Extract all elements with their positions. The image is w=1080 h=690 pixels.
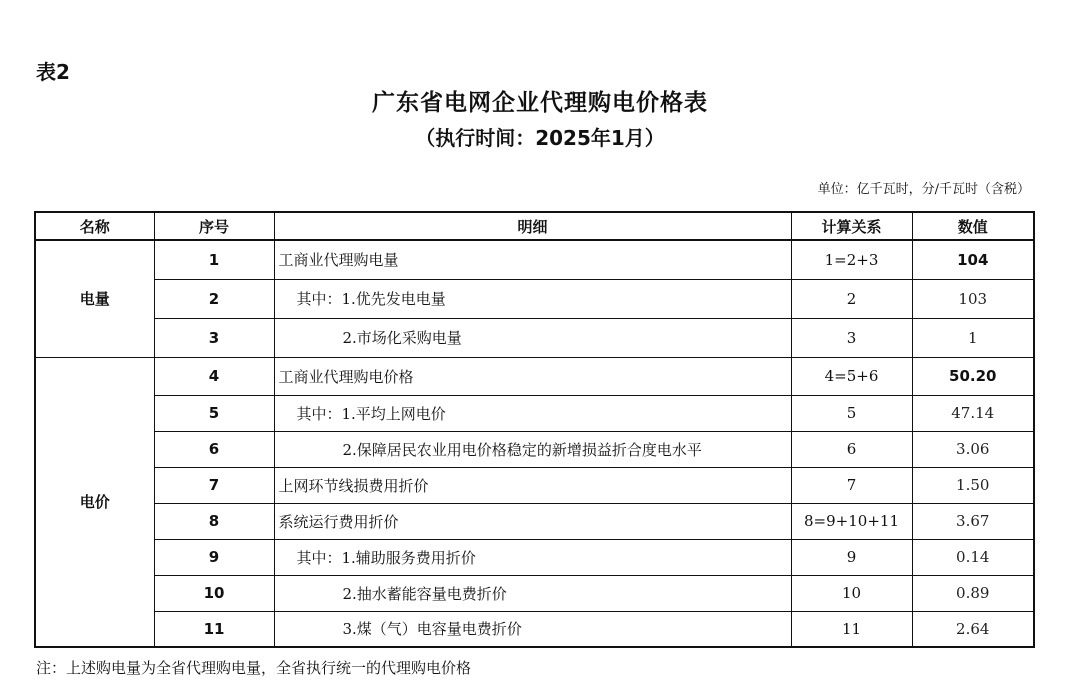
header-relation: 计算关系 <box>791 212 912 240</box>
row-value: 1 <box>912 318 1034 357</box>
row-detail: 其中：1.辅助服务费用折价 <box>274 539 791 575</box>
row-value: 104 <box>912 240 1034 279</box>
row-value: 0.14 <box>912 539 1034 575</box>
row-value: 103 <box>912 279 1034 318</box>
row-detail: 工商业代理购电价格 <box>274 357 791 395</box>
row-seq: 1 <box>154 240 274 279</box>
row-value: 50.20 <box>912 357 1034 395</box>
table-row <box>35 395 1034 431</box>
footnote: 注：上述购电量为全省代理购电量，全省执行统一的代理购电价格 <box>36 659 472 677</box>
row-relation: 2 <box>791 279 912 318</box>
row-seq: 9 <box>154 539 274 575</box>
row-detail: 2.市场化采购电量 <box>274 318 791 357</box>
table-row <box>35 611 1034 647</box>
row-seq: 6 <box>154 431 274 467</box>
header-value: 数值 <box>912 212 1034 240</box>
row-seq: 4 <box>154 357 274 395</box>
row-seq: 5 <box>154 395 274 431</box>
table-row <box>35 240 1034 279</box>
row-seq: 11 <box>154 611 274 647</box>
group-energy: 电量 <box>35 240 154 357</box>
row-seq: 7 <box>154 467 274 503</box>
row-seq: 3 <box>154 318 274 357</box>
header-seq: 序号 <box>154 212 274 240</box>
row-detail: 其中：1.优先发电电量 <box>274 279 791 318</box>
table-row <box>35 318 1034 357</box>
row-seq: 2 <box>154 279 274 318</box>
row-detail: 2.保障居民农业用电价格稳定的新增损益折合度电水平 <box>274 431 791 467</box>
row-relation: 3 <box>791 318 912 357</box>
row-relation: 4=5+6 <box>791 357 912 395</box>
row-detail: 2.抽水蓄能容量电费折价 <box>274 575 791 611</box>
page-title: 广东省电网企业代理购电价格表 <box>372 90 708 116</box>
header-detail: 明细 <box>274 212 791 240</box>
row-relation: 5 <box>791 395 912 431</box>
row-seq: 8 <box>154 503 274 539</box>
row-value: 47.14 <box>912 395 1034 431</box>
unit-note: 单位：亿千瓦时，分/千瓦时（含税） <box>817 182 1030 197</box>
row-relation: 11 <box>791 611 912 647</box>
row-relation: 9 <box>791 539 912 575</box>
table-row <box>35 575 1034 611</box>
row-relation: 10 <box>791 575 912 611</box>
table-row <box>35 539 1034 575</box>
row-value: 0.89 <box>912 575 1034 611</box>
table-row <box>35 503 1034 539</box>
row-detail: 上网环节线损费用折价 <box>274 467 791 503</box>
row-detail: 其中：1.平均上网电价 <box>274 395 791 431</box>
row-relation: 8=9+10+11 <box>791 503 912 539</box>
row-relation: 1=2+3 <box>791 240 912 279</box>
table-row <box>35 467 1034 503</box>
row-seq: 10 <box>154 575 274 611</box>
row-detail: 3.煤（气）电容量电费折价 <box>274 611 791 647</box>
price-table <box>34 211 1035 648</box>
group-price: 电价 <box>35 357 154 647</box>
row-detail: 工商业代理购电量 <box>274 240 791 279</box>
row-relation: 7 <box>791 467 912 503</box>
row-value: 3.67 <box>912 503 1034 539</box>
table-row <box>35 357 1034 395</box>
table-header-row <box>35 212 1034 240</box>
page-subtitle: （执行时间：2025年1月） <box>415 126 665 150</box>
table-row <box>35 431 1034 467</box>
row-relation: 6 <box>791 431 912 467</box>
row-value: 1.50 <box>912 467 1034 503</box>
header-group: 名称 <box>35 212 154 240</box>
table-label: 表2 <box>36 60 70 84</box>
row-value: 2.64 <box>912 611 1034 647</box>
row-detail: 系统运行费用折价 <box>274 503 791 539</box>
row-value: 3.06 <box>912 431 1034 467</box>
table-row <box>35 279 1034 318</box>
